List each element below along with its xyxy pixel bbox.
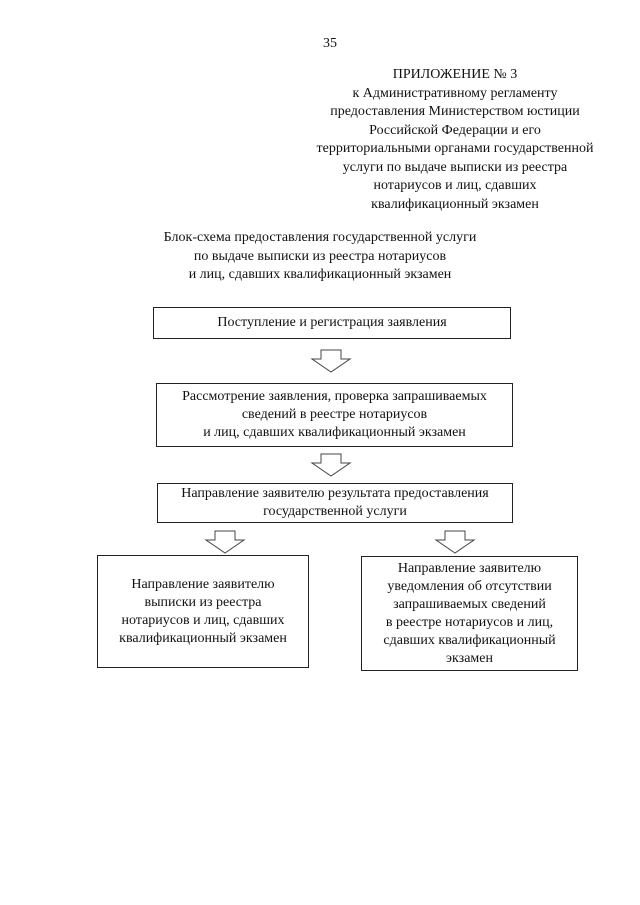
down-arrow-icon [310, 349, 352, 373]
page-number: 35 [323, 36, 337, 51]
appendix-line: нотариусов и лиц, сдавших [373, 178, 537, 193]
appendix-line: территориальными органами государственной [316, 141, 594, 156]
diagram-title [120, 229, 520, 285]
appendix-line: квалификационный экзамен [371, 196, 539, 212]
diagram-title-line: и лиц, сдавших квалификационный экзамен [188, 267, 452, 282]
diagram-title-line: Блок-схема предоставления государственной услуги [163, 230, 477, 245]
step-receipt-registration: Поступление и регистрация заявления [153, 307, 511, 339]
step-review: Рассмотрение заявления, проверка запрашиваемых сведений в реестре нотариусов и лиц, сдавших квалификационный экзамен [156, 383, 513, 447]
appendix-line: Российской Федерации и его [369, 122, 541, 138]
diagram-title-line: по выдаче выписки из реестра нотариусов [193, 248, 447, 264]
down-arrow-icon [434, 530, 476, 554]
appendix-title: ПРИЛОЖЕНИЕ № 3 [392, 67, 518, 82]
step-send-absence-notice: Направление заявителю уведомления об отсутствии запрашиваемых сведений в реестре нотариусов и лиц, сдавших квалификационный экзамен [361, 556, 578, 671]
down-arrow-icon [204, 530, 246, 554]
appendix-line: к Административному регламенту [352, 85, 558, 101]
appendix-header [290, 66, 620, 214]
appendix-line: предоставления Министерством юстиции [330, 104, 580, 119]
step-send-extract: Направление заявителю выписки из реестра нотариусов и лиц, сдавших квалификационный экзамен [97, 555, 309, 668]
step-send-result: Направление заявителю результата предоставления государственной услуги [157, 483, 513, 523]
down-arrow-icon [310, 453, 352, 477]
appendix-line: услуги по выдаче выписки из реестра [342, 159, 568, 175]
